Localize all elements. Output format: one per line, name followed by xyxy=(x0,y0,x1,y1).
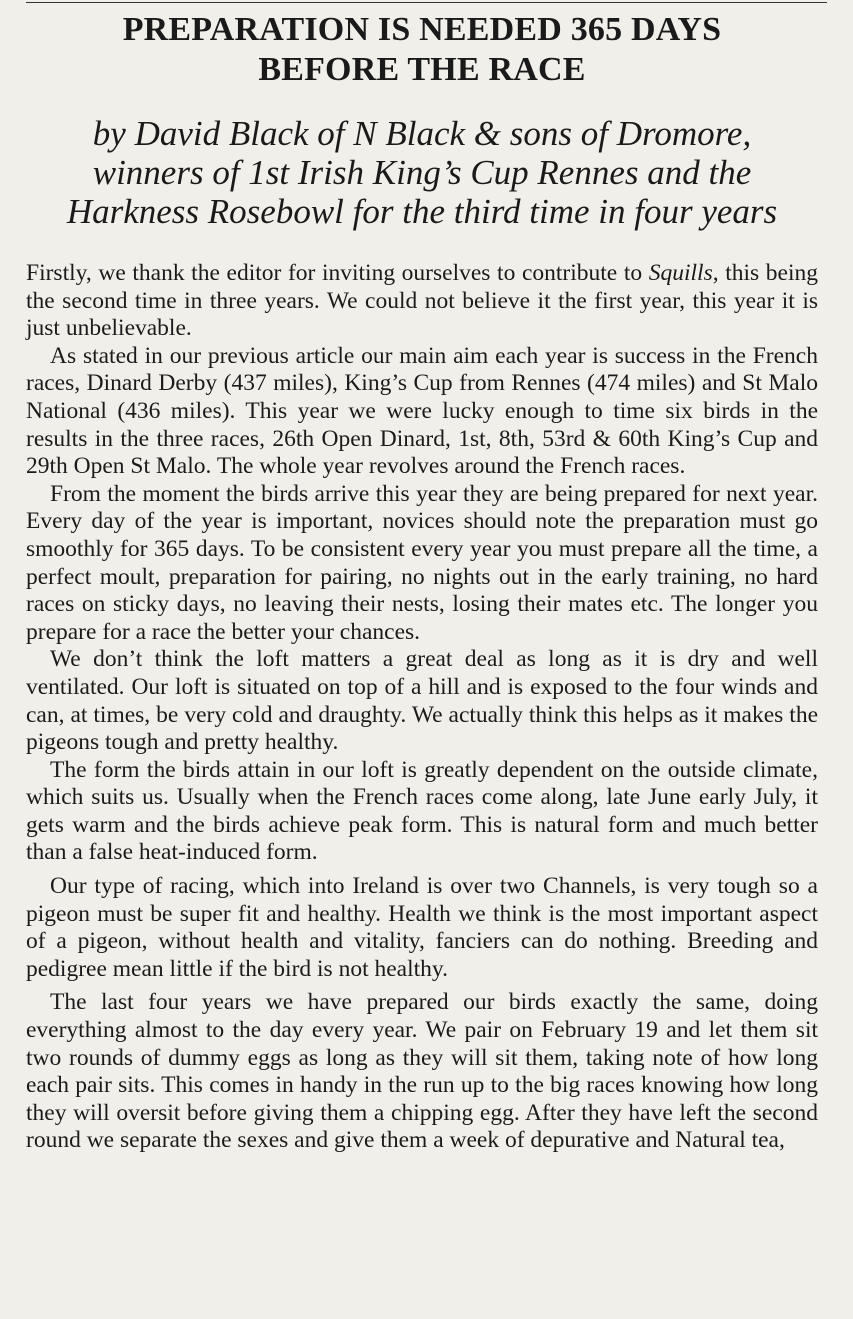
paragraph-1 xyxy=(26,260,818,343)
byline-line-3: Harkness Rosebowl for the third time in four years xyxy=(66,192,778,231)
title-line-2: BEFORE THE RACE xyxy=(258,51,586,88)
paragraph-1-end: , this being the second time in three years. We could not believe it the first year, this year it is just unbelievable. xyxy=(26,260,819,342)
top-rule xyxy=(26,2,827,3)
byline-line-1: by David Black of N Black & sons of Dromore, xyxy=(92,114,752,153)
article-body xyxy=(26,260,818,1155)
paragraph-1-start: Firstly, we thank the editor for inviting ourselves to contribute to xyxy=(26,260,649,286)
paragraph-2: As stated in our previous article our main aim each year is success in the French races, Dinard Derby (437 miles), King’s Cup from Rennes (474 miles) and St Malo National (436 miles). This year we were lucky enough to time six birds in the results in the three races, 26th Open Dinard, 1st, 8th, 53rd & 60th King’s Cup and 29th Open St Malo. The whole year revolves around the French races. xyxy=(26,342,818,480)
byline-line-2: winners of 1st Irish King’s Cup Rennes and the xyxy=(92,153,752,192)
paragraph-5: The form the birds attain in our loft is greatly dependent on the outside climate, which suits us. Usually when the French races come along, late June early July, it gets warm and the birds achieve peak form. This is natural form and much better than a false heat-induced form. xyxy=(26,756,818,866)
paragraph-7: The last four years we have prepared our birds exactly the same, doing everything almost to the day every year. We pair on February 19 and let them sit two rounds of dummy eggs as long as they will sit them, taking note of how long each pair sits. This comes in handy in the run up to the big races knowing how long they will oversit before giving them a chipping egg. After they have left the second round we separate the sexes and give them a week of depurative and Natural tea, xyxy=(26,989,818,1154)
article-title xyxy=(26,10,818,90)
paragraph-3: From the moment the birds arrive this year they are being prepared for next year. Every day of the year is important, novices should note the preparation must go smoothly for 365 days. To be consistent every year you must prepare all the time, a perfect moult, preparation for pairing, no nights out in the early training, no hard races on sticky days, no leaving their nests, losing their mates etc. The longer you prepare for a race the better your chances. xyxy=(26,480,818,645)
article-byline xyxy=(26,114,818,231)
article xyxy=(26,10,818,1155)
paragraph-4: We don’t think the loft matters a great deal as long as it is dry and well ventilated. Our loft is situated on top of a hill and is exposed to the four winds and can, at times, be very cold and draughty. We actually think this helps as it makes the pigeons tough and pretty healthy. xyxy=(26,646,818,756)
magazine-name: Squills xyxy=(648,260,713,286)
title-line-1: PREPARATION IS NEEDED 365 DAYS xyxy=(122,11,722,48)
paragraph-6: Our type of racing, which into Ireland is over two Channels, is very tough so a pigeon must be super fit and healthy. Health we think is the most important aspect of a pigeon, without health and vitality, fanciers can do nothing. Breeding and pedigree mean little if the bird is not healthy. xyxy=(26,873,818,982)
